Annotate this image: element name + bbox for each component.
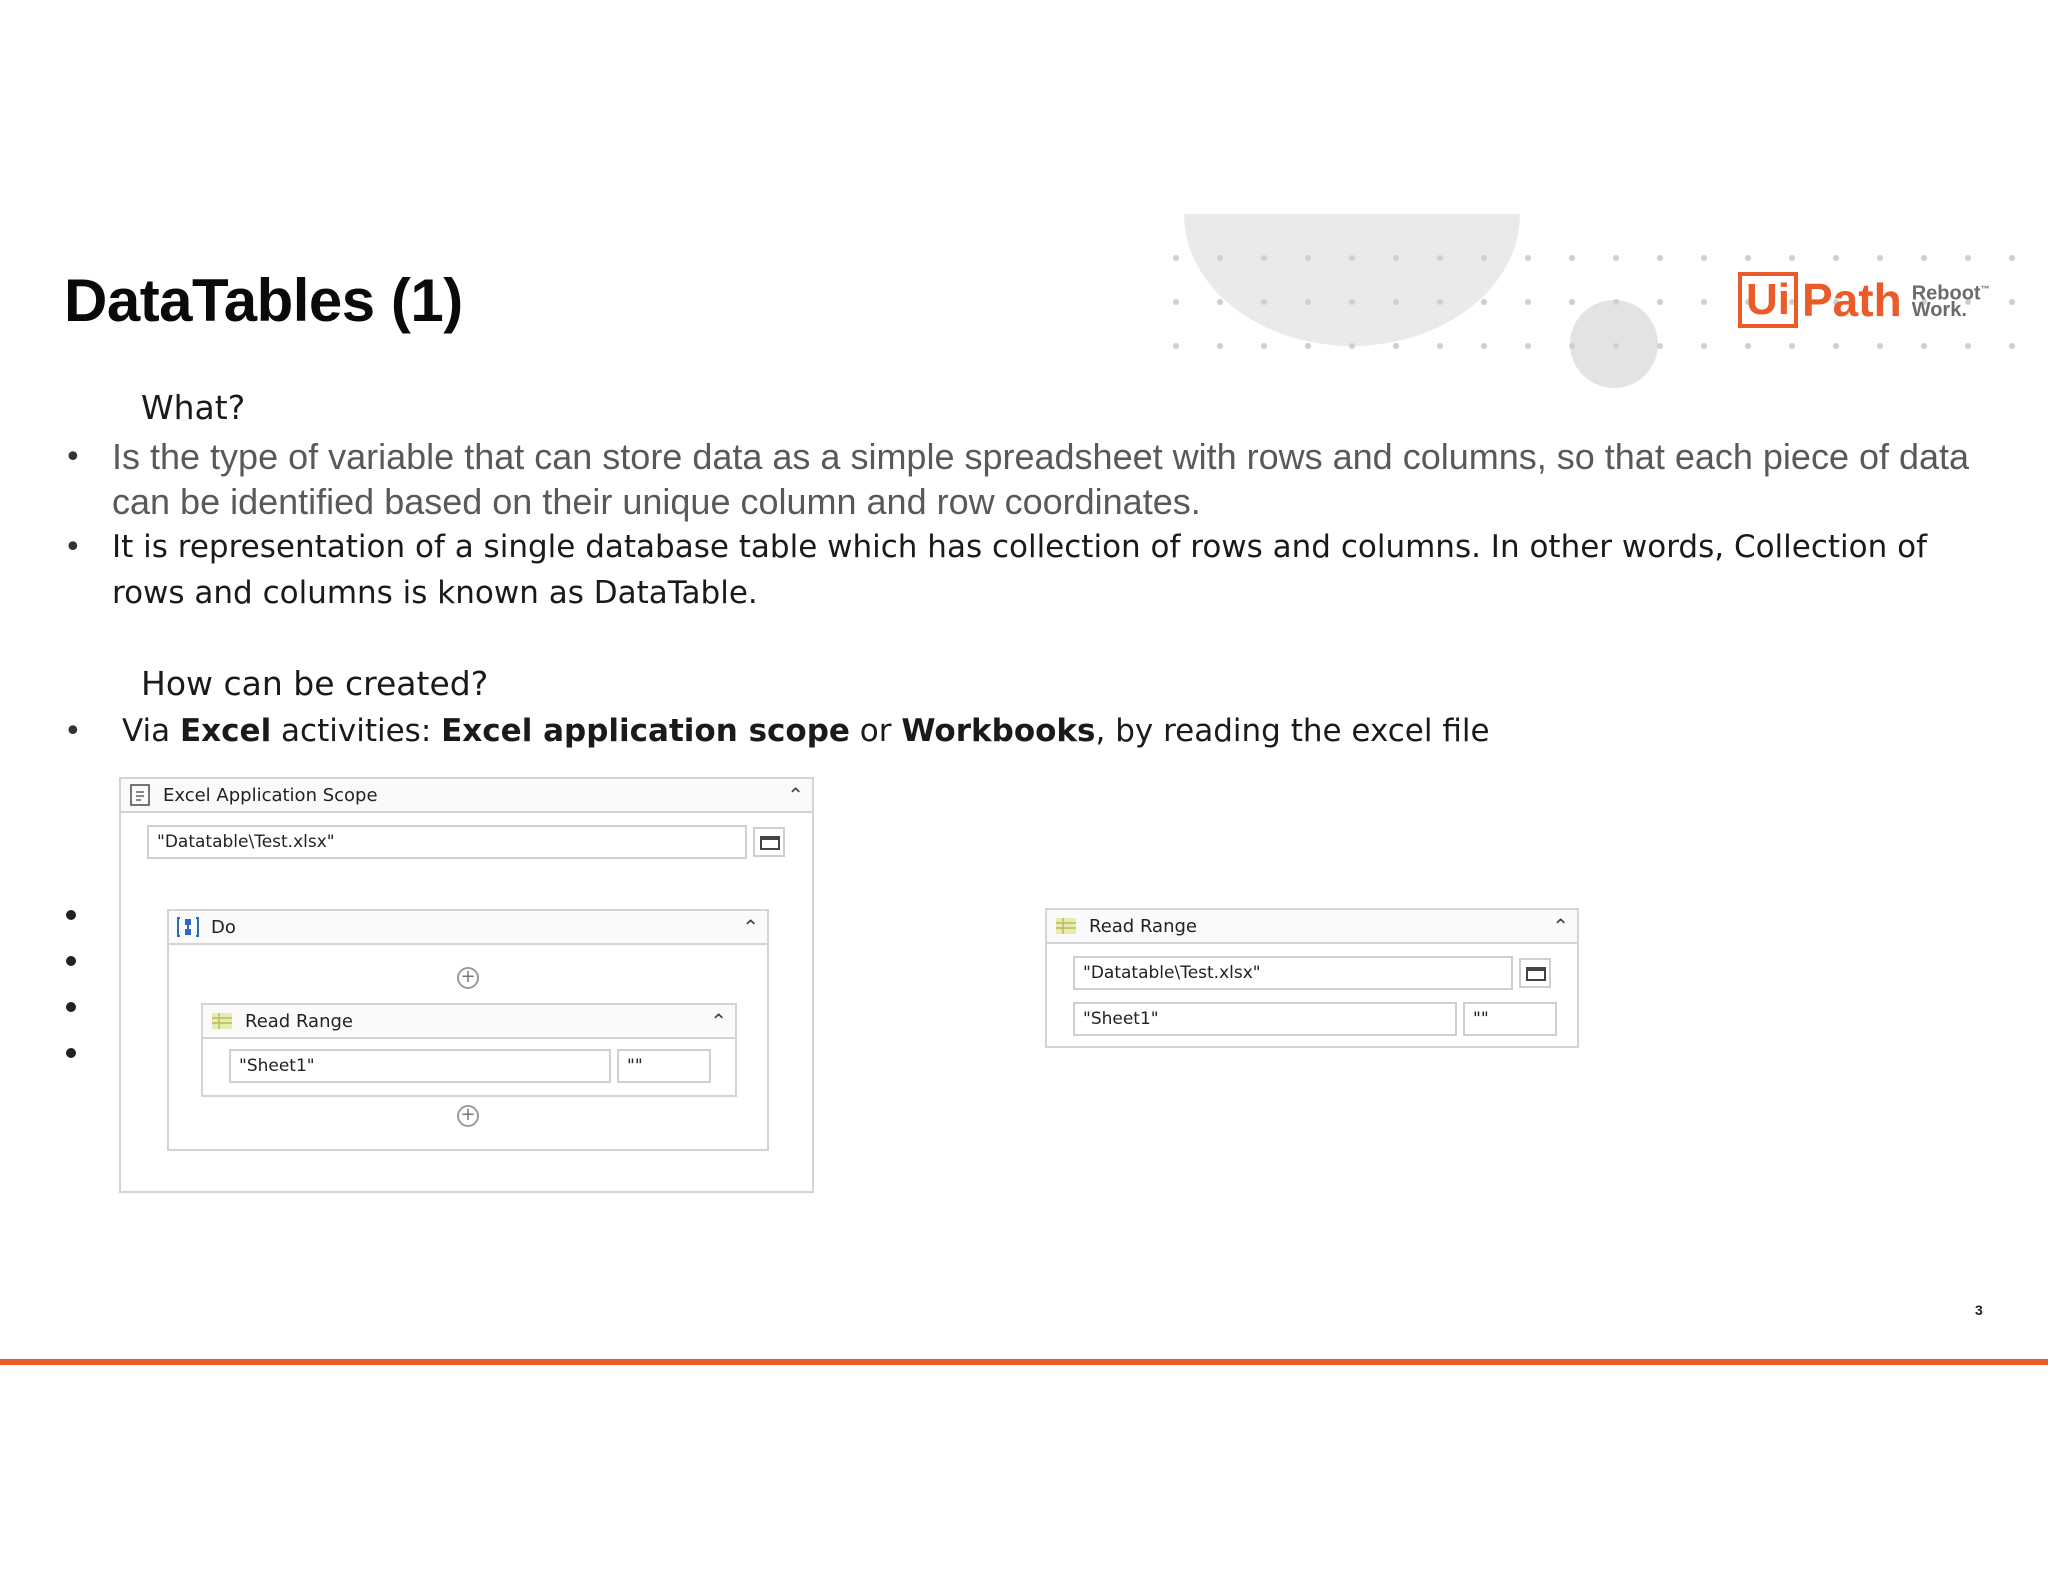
decorative-dot <box>1261 299 1267 305</box>
uipath-logo <box>1738 270 1990 330</box>
how-bold-workbooks: Workbooks <box>901 713 1096 749</box>
how-text-4: , by reading the excel file <box>1095 713 1490 749</box>
sheet-name-input[interactable]: "Sheet1" <box>229 1049 611 1083</box>
collapse-icon[interactable]: ⌃ <box>1552 914 1569 938</box>
how-heading: How can be created? <box>141 664 489 703</box>
logo-tagline <box>1912 281 1990 320</box>
decorative-dot <box>1745 255 1751 261</box>
decorative-dot <box>1437 255 1443 261</box>
decorative-dot <box>1305 255 1311 261</box>
how-bullet <box>122 708 1992 754</box>
how-text-1: Via <box>122 713 180 749</box>
decorative-dot <box>1877 255 1883 261</box>
workbook-sheet-input[interactable]: "Sheet1" <box>1073 1002 1457 1036</box>
sequence-icon <box>177 916 199 938</box>
logo-tagline-reboot: Reboot <box>1911 282 1981 305</box>
decorative-dot <box>1613 299 1619 305</box>
decorative-dot <box>1349 343 1355 349</box>
decorative-dot <box>1393 255 1399 261</box>
decorative-dot <box>1437 343 1443 349</box>
decorative-dot <box>1657 299 1663 305</box>
do-sequence[interactable] <box>167 909 769 1151</box>
decorative-dot <box>1701 255 1707 261</box>
bullet-marker: • <box>64 530 82 565</box>
read-range-title: Read Range <box>245 1010 353 1032</box>
workbook-read-range-activity[interactable] <box>1045 908 1579 1048</box>
empty-bullet <box>66 956 76 966</box>
bullet-marker: • <box>64 714 82 749</box>
excel-table-icon <box>1055 915 1077 937</box>
collapse-icon[interactable]: ⌃ <box>710 1009 727 1033</box>
decorative-dot <box>1921 255 1927 261</box>
decorative-dot <box>1481 299 1487 305</box>
excel-table-icon <box>211 1010 233 1032</box>
decorative-dot <box>1349 299 1355 305</box>
collapse-icon[interactable]: ⌃ <box>787 783 804 807</box>
decorative-dot <box>1393 299 1399 305</box>
decorative-dot <box>1613 255 1619 261</box>
what-bullet-2: It is representation of a single database table which has collection of rows and columns. In other words, Collection of rows and columns is known as DataTable. <box>112 529 1928 611</box>
how-text-3: or <box>849 713 902 749</box>
excel-application-scope-activity[interactable] <box>119 777 814 1193</box>
page-title: DataTables (1) <box>64 267 463 334</box>
decorative-dot <box>1349 255 1355 261</box>
decorative-dot <box>1173 255 1179 261</box>
decorative-dot <box>1833 255 1839 261</box>
do-title: Do <box>211 916 236 938</box>
decorative-dot <box>1701 343 1707 349</box>
decorative-dot <box>2009 299 2015 305</box>
collapse-icon[interactable]: ⌃ <box>742 915 759 939</box>
decorative-dot <box>1261 255 1267 261</box>
decorative-dot <box>1657 255 1663 261</box>
range-input[interactable]: "" <box>617 1049 711 1083</box>
decorative-dot <box>1261 343 1267 349</box>
decorative-dot <box>1877 343 1883 349</box>
decorative-dot <box>1525 343 1531 349</box>
decorative-dot <box>1789 255 1795 261</box>
decorative-dot <box>1481 255 1487 261</box>
excel-scope-file-path-input[interactable]: "Datatable\Test.xlsx" <box>147 825 747 859</box>
decorative-dot <box>1217 255 1223 261</box>
folder-icon[interactable] <box>1519 958 1551 988</box>
page-number: 3 <box>1975 1302 1983 1318</box>
decorative-dot <box>1613 343 1619 349</box>
logo-ui-mark: Ui <box>1738 272 1798 328</box>
empty-bullet <box>66 1048 76 1058</box>
workbook-read-range-title: Read Range <box>1089 915 1197 937</box>
workbook-file-path-input[interactable]: "Datatable\Test.xlsx" <box>1073 956 1513 990</box>
decorative-dot <box>1745 343 1751 349</box>
decorative-dot <box>1393 343 1399 349</box>
excel-scope-header[interactable] <box>121 779 812 813</box>
decorative-dot <box>1437 299 1443 305</box>
bullet-marker: • <box>64 440 82 475</box>
do-header[interactable] <box>169 911 767 945</box>
decorative-dot <box>1481 343 1487 349</box>
decorative-dot <box>1525 255 1531 261</box>
decorative-dot <box>1833 343 1839 349</box>
decorative-dot <box>1217 299 1223 305</box>
decorative-dot <box>1965 343 1971 349</box>
decorative-dot <box>1173 299 1179 305</box>
decorative-dot <box>1217 343 1223 349</box>
decorative-dot <box>1305 299 1311 305</box>
decorative-dot <box>1921 343 1927 349</box>
empty-bullet <box>66 1002 76 1012</box>
how-bold-excel: Excel <box>180 713 272 749</box>
folder-icon[interactable] <box>753 827 785 857</box>
excel-scope-title: Excel Application Scope <box>163 784 378 806</box>
logo-path-text: Path <box>1802 274 1902 326</box>
how-text-2: activities: <box>271 713 442 749</box>
read-range-activity[interactable] <box>201 1003 737 1097</box>
decorative-dot <box>2009 343 2015 349</box>
decorative-dot <box>1569 299 1575 305</box>
read-range-header[interactable] <box>203 1005 735 1039</box>
footer-accent-line <box>0 1359 2048 1365</box>
decorative-dot <box>1525 299 1531 305</box>
decorative-dot <box>1569 255 1575 261</box>
decorative-dot <box>1173 343 1179 349</box>
decorative-dot <box>1789 343 1795 349</box>
how-bold-scope: Excel application scope <box>441 713 850 749</box>
workbook-read-range-header[interactable] <box>1047 910 1577 944</box>
decorative-dot <box>1965 255 1971 261</box>
decorative-dot <box>1569 343 1575 349</box>
empty-bullet <box>66 910 76 920</box>
decorative-dot <box>1305 343 1311 349</box>
excel-scope-icon <box>129 784 151 806</box>
what-bullet-1: Is the type of variable that can store data as a simple spreadsheet with rows and columns, so that each piece of data can be identified based on their unique column and row coordinates. <box>112 436 1970 522</box>
logo-tagline-work: Work. <box>1911 299 1967 322</box>
add-activity-icon[interactable]: + <box>457 1105 479 1127</box>
decorative-dot <box>1701 299 1707 305</box>
decorative-dot <box>1657 343 1663 349</box>
what-heading: What? <box>141 388 246 427</box>
workbook-range-input[interactable]: "" <box>1463 1002 1557 1036</box>
logo-trademark: ™ <box>1980 283 1990 294</box>
add-activity-icon[interactable]: + <box>457 967 479 989</box>
decorative-dot <box>2009 255 2015 261</box>
